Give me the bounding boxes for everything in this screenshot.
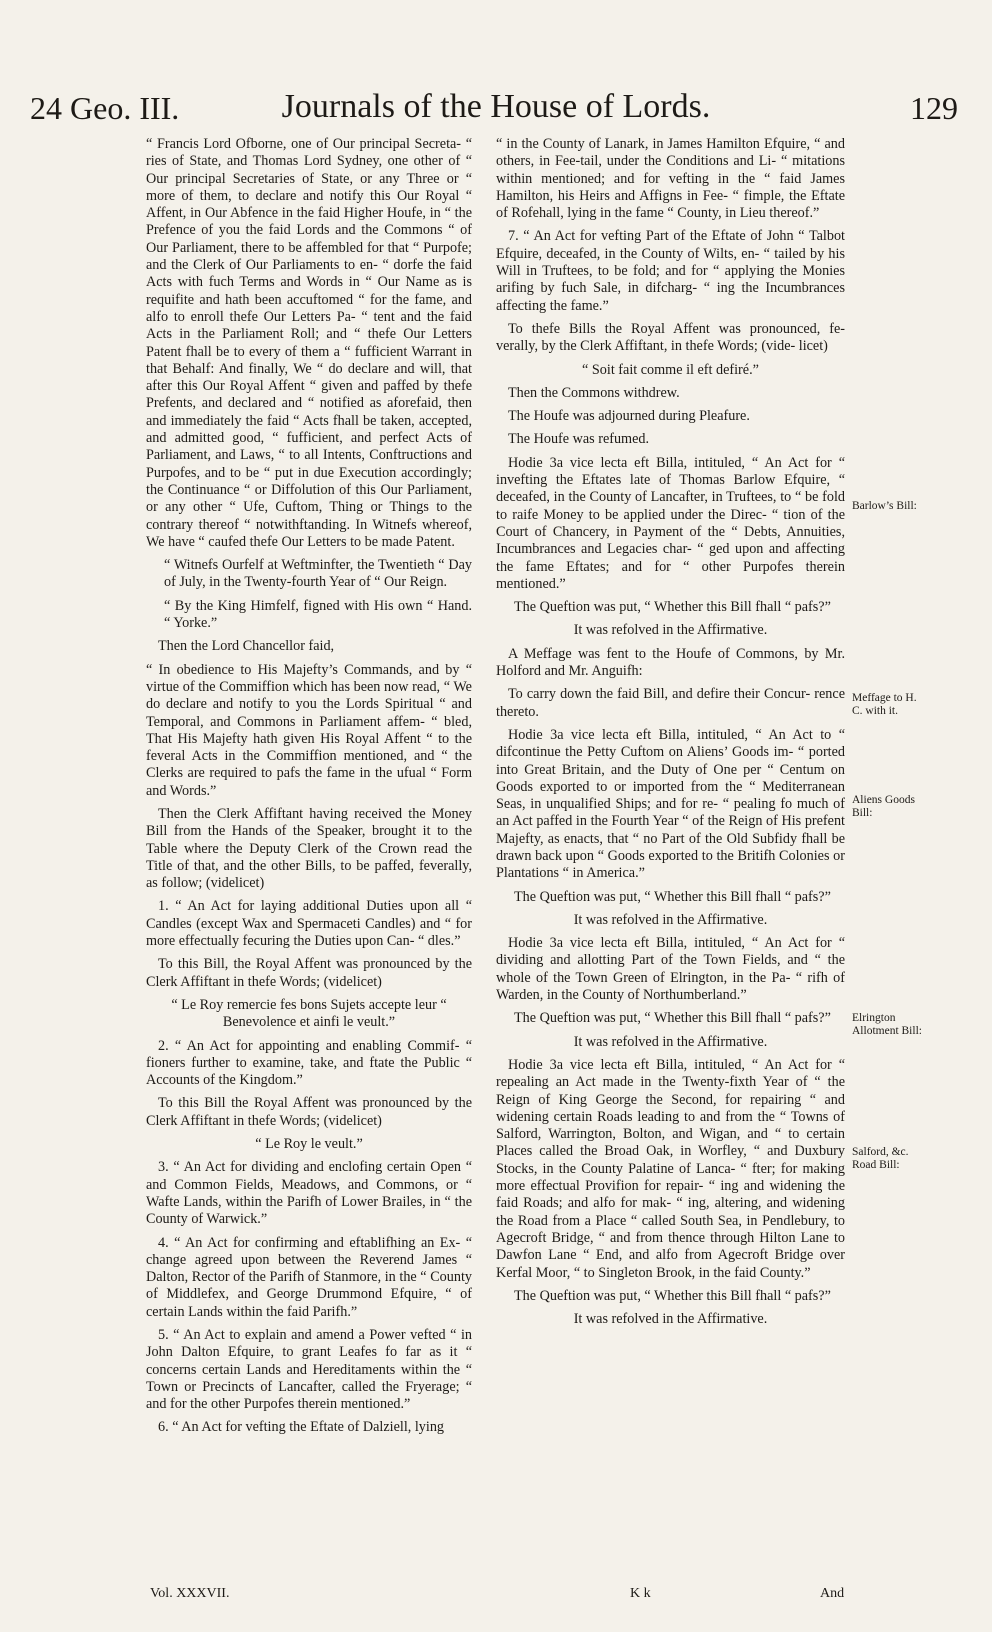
margin-note-salford: Salford, &c. Road Bill: [852, 1146, 909, 1171]
question-put-3: The Queftion was put, “ Whether this Bill fhall “ pafs?” [514, 1010, 831, 1027]
house-adjourned: The Houfe was adjourned during Pleafure. [508, 408, 750, 425]
page-footer [0, 1586, 992, 1616]
act-2-public-accounts: 2. “ An Act for appointing and enabling Commif- “ fioners further to examine, take, and ftate the Public “ Accounts of the Kingdom.” [146, 1037, 472, 1089]
assent-note-1: To this Bill, the Royal Affent was pronounced by the Clerk Affiftant in thefe Words; (videlicet) [146, 956, 472, 990]
regnal-year: 24 Geo. III. [30, 90, 180, 126]
act-4-stanmore: 4. “ An Act for confirming and eftablifhing an Ex- “ change agreed upon between the Reverend James “ Dalton, Rector of the Parifh of Stanmore, in the “ County of Middlefex, and George Drummond Efquire, “ of certain Lands within the faid Parifh.” [146, 1234, 472, 1320]
left-column [146, 136, 472, 1443]
witness-clause: “ Witnefs Ourfelf at Weftminfter, the Twentieth “ Day of July, in the Twenty-fourth Year of “ Our Reign. [164, 557, 472, 591]
commons-withdrew: Then the Commons withdrew. [508, 384, 680, 401]
margin-note-elrington: Elrington Allotment Bill: [852, 1012, 922, 1037]
resolved-2: It was refolved in the Affirmative. [573, 911, 768, 928]
assent-note-2: To this Bill the Royal Affent was pronounced by the Clerk Affiftant in thefe Words; (videlicet) [146, 1095, 472, 1129]
carry-down-bill: To carry down the faid Bill, and defire their Concur- rence thereto. [496, 686, 845, 720]
volume-number: Vol. XXXVII. [150, 1586, 230, 1601]
margin-note-barlow: Barlow’s Bill: [852, 500, 917, 512]
resolved-1: It was refolved in the Affirmative. [573, 622, 768, 639]
chancellor-declaration: “ In obedience to His Majefty’s Commands, and by “ virtue of the Commiffion which has been now read, “ We do declare and notify to you the Lords Spiritual “ and Temporal, and Commons in Parliament affem- “ bled, That His Majefty hath given His Royal Affent “ to the feveral Acts in the Commiffion mentioned, and “ the Clerks are required to pafs the fame in the ufual “ Form and Words.” [146, 661, 472, 799]
letters-patent-text: “ Francis Lord Ofborne, one of Our principal Secreta- “ ries of State, and Thomas Lord Sydney, one other of “ Our principal Secretaries of State, or any Three or “ more of them, to declare and notify this Our Royal “ Affent, in Our Abfence in the faid Higher Houfe, in “ the Prefence of you the faid Lords and the Commons “ of Our Parliament, there to be affembled for that “ Purpofe; and the Clerk of Our Parliaments to en- “ dorfe the faid Acts with fuch Terms and Words in “ Our Name as is requifite and hath been accuftomed “ for the fame, and alfo to enroll thefe Our Letters Pa- “ tent and the faid Acts in the Parliament Roll; and “ thefe Our Letters Patent fhall be to every of them a “ fufficient Warrant in that Behalf: And finally, We “ do declare and will, that after this Our Royal Affent “ given and paffed by thefe Prefents, and declared and “ notified as aforefaid, then and immediately the faid “ Acts fhall be taken, accepted, and admitted good, “ fufficient, and perfect Acts of Parliament, and Laws, “ to all Intents, Conftructions and Purpofes, and to be “ put in due Execution accordingly; the Continuance “ or Diffolution of this Our Parliament, or any other “ Ufe, Cuftom, Thing or Things to the contrary thereof “ notwithftanding. In Witnefs whereof, We have “ caufed thefe Our Letters to be made Patent. [146, 136, 472, 550]
act-1-candles: 1. “ An Act for laying additional Duties upon all “ Candles (except Wax and Spermaceti Candles) and “ for more effectually fecuring the Duties upon Can- “ dles.” [146, 898, 472, 950]
resolved-3: It was refolved in the Affirmative. [573, 1033, 768, 1050]
resolved-4: It was refolved in the Affirmative. [573, 1311, 768, 1328]
assent-formula-1: “ Le Roy remercie fes bons Sujets accepte leur “ Benevolence et ainfi le veult.” [171, 996, 447, 1031]
barlow-bill: Hodie 3a vice lecta eft Billa, intituled, “ An Act for “ invefting the Eftates late of Thomas Barlow Efquire, “ deceafed, in the County of Lancafter, in Truftees, to “ be fold to raife Money to be applied under the Direc- “ tion of the Court of Chancery, in Payment of the “ Debts, Annuities, Incumbrances and Legacies char- “ ged upon and affecting the fame Eftates; and for “ other Purpofes therein mentioned.” [496, 454, 845, 592]
margin-note-aliens: Aliens Goods Bill: [852, 794, 915, 819]
question-put-2: The Queftion was put, “ Whether this Bill fhall “ pafs?” [514, 888, 831, 905]
act-6-dalziell-start: 6. “ An Act for vefting the Eftate of Dalziell, lying [158, 1419, 445, 1436]
margin-note-message: Meffage to H. C. with it. [852, 692, 917, 717]
right-column [496, 136, 845, 1334]
assent-formula-2: “ Le Roy le veult.” [255, 1136, 363, 1153]
assent-note-3: To thefe Bills the Royal Affent was pronounced, fe- verally, by the Clerk Affiftant, in thefe Words; (vide- licet) [496, 320, 845, 355]
royal-signature: “ By the King Himfelf, figned with His own “ Hand. “ Yorke.” [164, 597, 472, 632]
page-header [0, 84, 992, 134]
question-put-4: The Queftion was put, “ Whether this Bill fhall “ pafs?” [514, 1287, 831, 1304]
signature-mark: K k [630, 1586, 651, 1601]
house-resumed: The Houfe was refumed. [508, 431, 650, 448]
page-number: 129 [910, 90, 958, 126]
money-bill-paragraph: Then the Clerk Affiftant having received the Money Bill from the Hands of the Speaker, brought it to the Table where the Deputy Clerk of the Crown read the Title of that, and the other Bills, to be paffed, feverally, as follow; (videlicet) [146, 805, 472, 892]
assent-formula-3: “ Soit fait comme il eft defiré.” [582, 361, 759, 378]
chancellor-intro: Then the Lord Chancellor faid, [158, 638, 335, 655]
act-5-fryerage: 5. “ An Act to explain and amend a Power vefted “ in John Dalton Efquire, to grant Leafes fo far as it “ concerns certain Lands and Hereditaments within the “ Town or Precincts of Lancafter, called the Fryerage; “ and for the other Purpofes therein mentioned.” [146, 1327, 472, 1413]
page-title: Journals of the House of Lords. [281, 88, 711, 125]
aliens-goods-bill: Hodie 3a vice lecta eft Billa, intituled, “ An Act to “ difcontinue the Petty Cuftom on Aliens’ Goods im- “ ported into Great Britain, and the Duty of One per “ Centum on Goods exported to or imported from the “ Mediterranean Seas, in unqualified Ships; and for re- “ pealing fo much of an Act paffed in the Fourth Year “ of the Reign of His prefent Majefty, as enacts, that “ no Part of the Old Subfidy fhall be drawn back upon “ Goods exported to the Britifh Colonies or Plantations “ in America.” [496, 726, 845, 882]
question-put-1: The Queftion was put, “ Whether this Bill fhall “ pafs?” [514, 599, 831, 616]
elrington-bill: Hodie 3a vice lecta eft Billa, intituled, “ An Act for “ dividing and allotting Part of the Town Fields, and “ the whole of the Town Green of Elrington, in the Pa- “ rifh of Warden, in the County of Northumberland.” [496, 935, 845, 1004]
act-3-lower-brailes: 3. “ An Act for dividing and enclofing certain Open “ and Common Fields, Meadows, and Commons, or “ Wafte Lands, within the Parifh of Lower Brailes, in “ the County of Warwick.” [146, 1159, 472, 1228]
message-to-commons: A Meffage was fent to the Houfe of Commons, by Mr. Holford and Mr. Anguifh: [496, 645, 845, 680]
catchword: And [820, 1586, 845, 1601]
salford-road-bill: Hodie 3a vice lecta eft Billa, intituled, “ An Act for “ repealing an Act made in the Twenty-fixth Year of “ the Reign of King George the Second, for repairing “ and widening certain Roads leading to and from the “ Towns of Salford, Warrington, Bolton, and Wigan, and “ to certain Places called the Broad Oak, in Worfley, “ and Duxbury Stocks, in the County Palatine of Lanca- “ fter; for making more effectual Provifion for repair- “ ing and widening the faid Roads; and alfo for mak- “ ing, altering, and widening the Road from a Place “ called South Sea, in Pendlebury, to Agecroft Bridge, “ and from thence through Hilton Lane to Dawfon Lane “ End, and alfo from Agecroft Bridge over Kerfal Moor, “ to Singleton Brook, in the faid County.” [496, 1056, 845, 1281]
act-6-dalziell-cont: “ in the County of Lanark, in James Hamilton Efquire, “ and others, in Fee-tail, under the Conditions and Li- “ mitations within mentioned; and for vefting in the “ faid James Hamilton, his Heirs and Affigns in Fee- “ fimple, the Eftate of Rofehall, lying in the fame “ County, in Lieu thereof.” [496, 136, 845, 222]
act-7-talbot: 7. “ An Act for vefting Part of the Eftate of John “ Talbot Efquire, deceafed, in the County of Wilts, en- “ tailed by his Will in Truftees, to be fold; and for “ applying the Monies arifing by fuch Sale, in difcharg- “ ing the Incumbrances affecting the fame.” [496, 228, 845, 314]
